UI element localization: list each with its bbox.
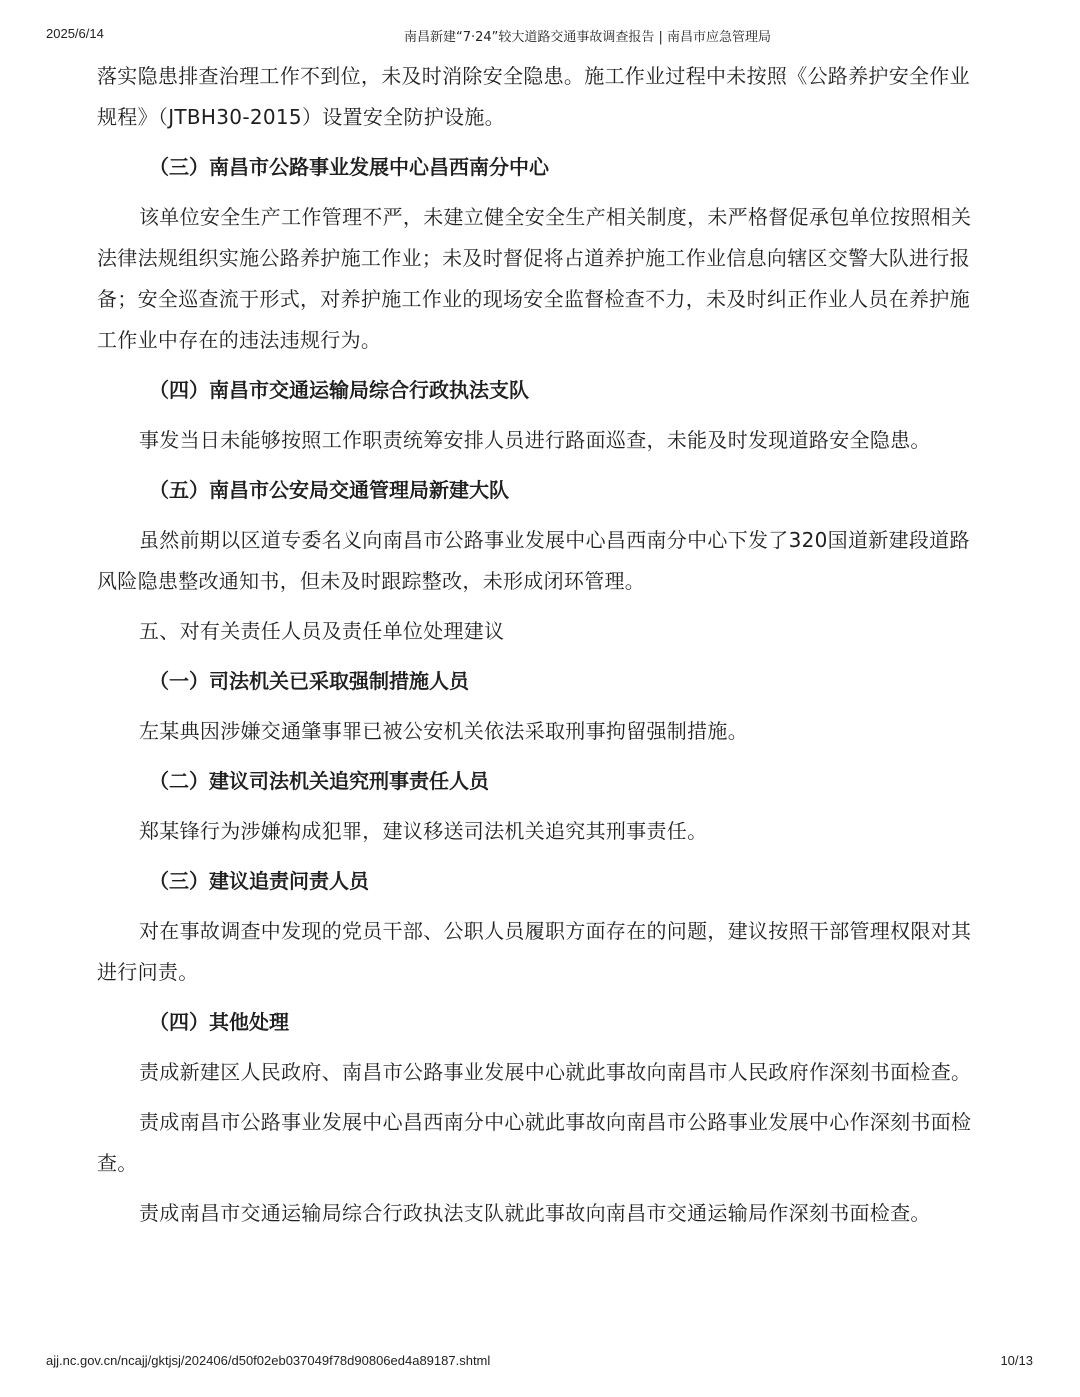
- paragraph-other-handling-c: 责成南昌市交通运输局综合行政执法支队就此事故向南昌市交通运输局作深刻书面检查。: [139, 1201, 931, 1225]
- heading-changxinan-center: （三）南昌市公路事业发展中心昌西南分中心: [149, 155, 549, 179]
- print-url: ajj.nc.gov.cn/ncajj/gktjsj/202406/d50f02eb037049f78d90806ed4a89187.shtml: [46, 1353, 491, 1368]
- section-heading-handling-recommendations: 五、对有关责任人员及责任单位处理建议: [139, 619, 505, 643]
- heading-enforcement-detachment: （四）南昌市交通运输局综合行政执法支队: [149, 378, 529, 402]
- print-page-title: 南昌新建“7·24”较大道路交通事故调查报告 | 南昌市应急管理局: [404, 30, 772, 45]
- paragraph-changxinan-center: 该单位安全生产工作管理不严，未建立健全安全生产相关制度，未严格督促承包单位按照相关法律法规组织实施公路养护施工作业；未及时督促将占道养护施工作业信息向辖区交警大队进行报备；安全巡查流于形式，对养护施工作业的现场安全监督检查不力，未及时纠正作业人员在养护施工作业中存在的违法违规行为。: [97, 205, 972, 352]
- paragraph-accountability: 对在事故调查中发现的党员干部、公职人员履职方面存在的问题，建议按照干部管理权限对其进行问责。: [97, 919, 972, 984]
- paragraph-enforcement-detachment: 事发当日未能够按照工作职责统筹安排人员进行路面巡查，未能及时发现道路安全隐患。: [139, 428, 931, 452]
- heading-traffic-police-brigade: （五）南昌市公安局交通管理局新建大队: [149, 478, 509, 502]
- paragraph-traffic-police-brigade: 虽然前期以区道专委名义向南昌市公路事业发展中心昌西南分中心下发了320国道新建段道路风险隐患整改通知书，但未及时跟踪整改，未形成闭环管理。: [97, 528, 970, 593]
- heading-accountability: （三）建议追责问责人员: [149, 869, 369, 893]
- heading-detained-persons: （一）司法机关已采取强制措施人员: [149, 669, 469, 693]
- paragraph-detained-persons: 左某典因涉嫌交通肇事罪已被公安机关依法采取刑事拘留强制措施。: [139, 719, 748, 743]
- paragraph-continuation: 落实隐患排查治理工作不到位，未及时消除安全隐患。施工作业过程中未按照《公路养护安全作业规程》（JTBH30-2015）设置安全防护设施。: [97, 64, 970, 129]
- paragraph-other-handling-b: 责成南昌市公路事业发展中心昌西南分中心就此事故向南昌市公路事业发展中心作深刻书面检查。: [97, 1110, 972, 1175]
- print-date: 2025/6/14: [46, 26, 104, 41]
- paragraph-other-handling-a: 责成新建区人民政府、南昌市公路事业发展中心就此事故向南昌市人民政府作深刻书面检查。: [139, 1060, 972, 1084]
- heading-criminal-liability: （二）建议司法机关追究刑事责任人员: [149, 769, 489, 793]
- print-page-number: 10/13: [1000, 1353, 1033, 1368]
- heading-other-handling: （四）其他处理: [149, 1010, 289, 1034]
- paragraph-criminal-liability: 郑某锋行为涉嫌构成犯罪，建议移送司法机关追究其刑事责任。: [139, 819, 708, 843]
- document-body: [97, 56, 987, 1234]
